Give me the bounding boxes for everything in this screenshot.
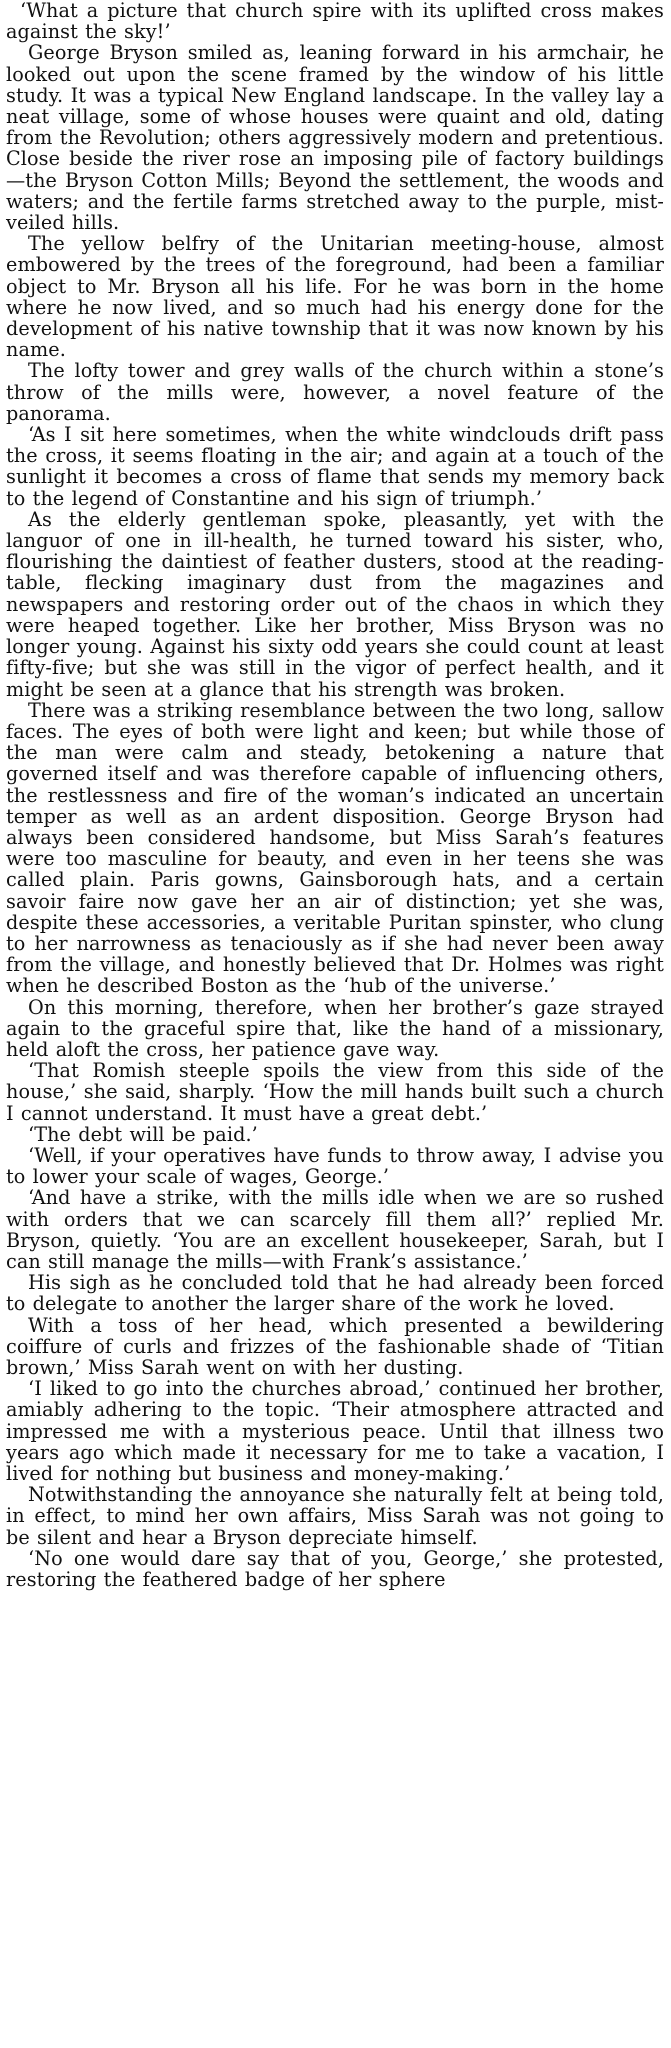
- paragraph: ‘That Romish steeple spoils the view from this side of the house,’ she said, sharply. ‘How the mill hands built such a church I cannot understand. It must have a great debt.’: [6, 1059, 664, 1125]
- paragraph: Notwithstanding the annoyance she naturally felt at being told, in effect, to mind her own affairs, Miss Sarah was not going to be silent and hear a Bryson depreciate himself.: [6, 1483, 664, 1549]
- paragraph: His sigh as he concluded told that he had already been forced to delegate to another the larger share of the work he loved.: [6, 1271, 664, 1316]
- paragraph: ‘As I sit here sometimes, when the white windclouds drift pass the cross, it seems floating in the air; and again at a touch of the sunlight it becomes a cross of flame that sends my memory back to the legend of Constantine and his sign of triumph.’: [6, 423, 664, 510]
- paragraph: As the elderly gentleman spoke, pleasantly, yet with the languor of one in ill-health, he turned toward his sister, who, flourishing the daintiest of feather dusters, stood at the reading-table, flecking imaginary dust from the magazines and newspapers and restoring order out of the chaos in which they were heaped together. Like her brother, Miss Bryson was no longer young. Against his sixty odd years she could count at least fifty-five; but she was still in the vigor of perfect health, and it might be seen at a glance that his strength was broken.: [6, 507, 664, 701]
- paragraph: George Bryson smiled as, leaning forward in his armchair, he looked out upon the scene framed by the window of his little study. It was a typical New England landscape. In the valley lay a neat village, some of whose houses were quaint and old, dating from the Revolution; others aggressively modern and pretentious. Close beside the river rose an imposing pile of factory buildings—the Bryson Cotton Mills; Beyond the settlement, the woods and waters; and the fertile farms stretched away to the purple, mist-veiled hills.: [6, 41, 664, 235]
- paragraph: There was a striking resemblance between the two long, sallow faces. The eyes of both were light and keen; but while those of the man were calm and steady, betokening a nature that governed itself and was therefore capable of influencing others, the restlessness and fire of the woman’s indicated an uncertain temper as well as an ardent disposition. George Bryson had always been considered handsome, but Miss Sarah’s features were too masculine for beauty, and even in her teens she was called plain. Paris gowns, Gainsborough hats, and a certain savoir faire now gave her an air of distinction; yet she was, despite these accessories, a veritable Puritan spinster, who clung to her narrowness as tenaciously as if she had never been away from the village, and honestly believed that Dr. Holmes was right when he described Boston as the ‘hub of the universe.’: [6, 698, 664, 998]
- paragraph: ‘I liked to go into the churches abroad,’ continued her brother, amiably adhering to the topic. ‘Their atmosphere attracted and impressed me with a mysterious peace. Until that illness two years ago which made it necessary for me to take a vacation, I lived for nothing but business and money-making.’: [6, 1377, 664, 1486]
- paragraph: The lofty tower and grey walls of the church within a stone’s throw of the mills were, however, a novel feature of the panorama.: [6, 359, 664, 425]
- paragraph: ‘And have a strike, with the mills idle when we are so rushed with orders that we can scarcely fill them all?’ replied Mr. Bryson, quietly. ‘You are an excellent housekeeper, Sarah, but I can still manage the mills—with Frank’s assistance.’: [6, 1186, 664, 1273]
- paragraph: With a toss of her head, which presented a bewildering coiffure of curls and frizzes of the fashionable shade of ‘Titian brown,’ Miss Sarah went on with her dusting.: [6, 1313, 664, 1379]
- paragraph: ‘The debt will be paid.’: [28, 1122, 258, 1146]
- paragraph: On this morning, therefore, when her brother’s gaze strayed again to the graceful spire that, like the hand of a missionary, held aloft the cross, her patience gave way.: [6, 995, 664, 1061]
- paragraph: ‘What a picture that church spire with its uplifted cross makes against the sky!’: [6, 0, 664, 44]
- paragraph: ‘No one would dare say that of you, George,’ she protested, restoring the feathered badge of her sphere: [6, 1546, 664, 1592]
- paragraph: ‘Well, if your operatives have funds to throw away, I advise you to lower your scale of wages, George.’: [6, 1143, 664, 1189]
- paragraph: The yellow belfry of the Unitarian meeting-house, almost embowered by the trees of the foreground, had been a familiar object to Mr. Bryson all his life. For he was born in the home where he now lived, and so much had his energy done for the development of his native township that it was now known by his name.: [6, 232, 664, 362]
